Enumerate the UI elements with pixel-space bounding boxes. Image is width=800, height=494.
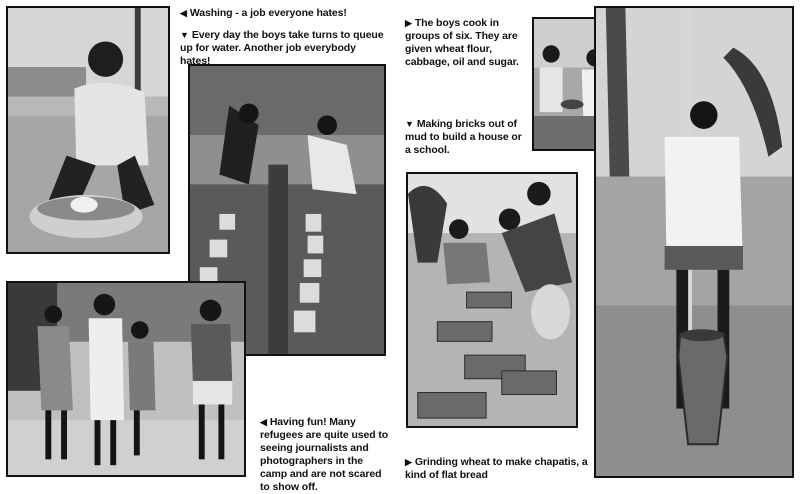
photo-fun [6, 281, 246, 477]
caption-bricks: ▼ Making bricks out of mud to build a house or a school. [405, 118, 522, 156]
caption-washing: ◀ Washing - a job everyone hates! [180, 7, 347, 19]
photo-grinding [594, 6, 794, 478]
caption-grinding: ▶ Grinding wheat to make chapatis, a kind of flat bread [405, 456, 588, 481]
caption-cook: ▶ The boys cook in groups of six. They are given wheat flour, cabbage, oil and sugar. [405, 17, 519, 68]
photo-washing [6, 6, 170, 254]
arrow-down-icon: ▼ [405, 119, 414, 129]
arrow-left-icon: ◀ [260, 417, 267, 427]
arrow-right-icon: ▶ [405, 457, 412, 467]
photo-bricks [406, 172, 578, 428]
caption-water: ▼ Every day the boys take turns to queue up for water. Another job everybody hates! [180, 29, 384, 67]
arrow-down-icon: ▼ [180, 30, 189, 40]
caption-fun: ◀ Having fun! Many refugees are quite used to seeing journalists and photographers in the camp and are not scared to show off. [260, 416, 389, 493]
arrow-right-icon: ▶ [405, 18, 412, 28]
arrow-left-icon: ◀ [180, 8, 187, 18]
